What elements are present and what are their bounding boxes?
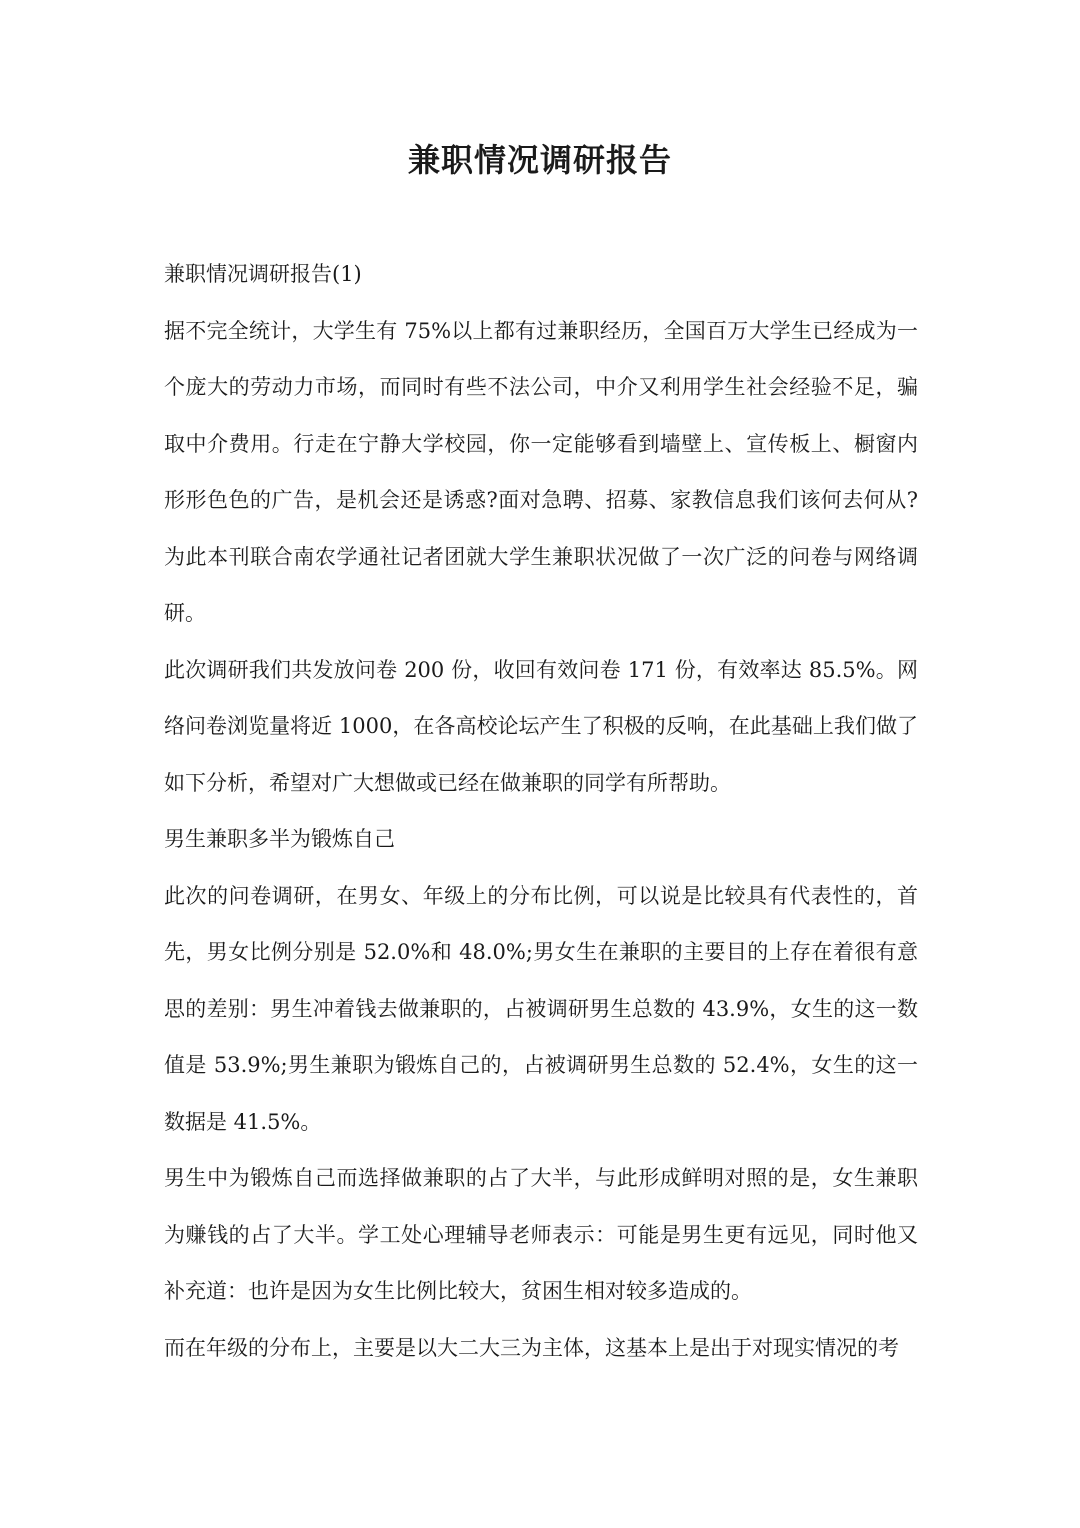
survey-stats-paragraph: 此次调研我们共发放问卷 200 份，收回有效问卷 171 份，有效率达 85.5%。网络问卷浏览量将近 1000，在各高校论坛产生了积极的反响，在此基础上我们做了如下分析，希望对广大想做或已经在做兼职的同学有所帮助。 xyxy=(164,657,918,795)
grade-distribution-paragraph: 而在年级的分布上，主要是以大二大三为主体，这基本上是出于对现实情况的考 xyxy=(164,1335,899,1360)
intro-paragraph: 据不完全统计，大学生有 75%以上都有过兼职经历，全国百万大学生已经成为一个庞大的劳动力市场，而同时有些不法公司，中介又利用学生社会经验不足，骗取中介费用。行走在宁静大学校园，你一定能够看到墙壁上、宣传板上、橱窗内形形色色的广告，是机会还是诱惑?面对急聘、招募、家教信息我们该何去何从?为此本刊联合南农学通社记者团就大学生兼职状况做了一次广泛的问卷与网络调研。 xyxy=(164,318,918,625)
gender-analysis-paragraph: 此次的问卷调研，在男女、年级上的分布比例，可以说是比较具有代表性的，首先，男女比例分别是 52.0%和 48.0%;男女生在兼职的主要目的上存在着很有意思的差别：男生冲着钱去做兼职的，占被调研男生总数的 43.9%，女生的这一数值是 53.9%;男生兼职为锻炼自己的，占被调研男生总数的 52.4%，女生的这一数据是 41.5%。 xyxy=(164,883,918,1134)
document-title: 兼职情况调研报告 xyxy=(407,141,672,179)
document-body xyxy=(164,246,918,1376)
subtitle-paragraph: 兼职情况调研报告(1) xyxy=(164,262,362,286)
section-heading: 男生兼职多半为锻炼自己 xyxy=(164,827,395,851)
comparison-paragraph: 男生中为锻炼自己而选择做兼职的占了大半，与此形成鲜明对照的是，女生兼职为赚钱的占了大半。学工处心理辅导老师表示：可能是男生更有远见，同时他又补充道：也许是因为女生比例比较大，贫困生相对较多造成的。 xyxy=(164,1166,918,1303)
